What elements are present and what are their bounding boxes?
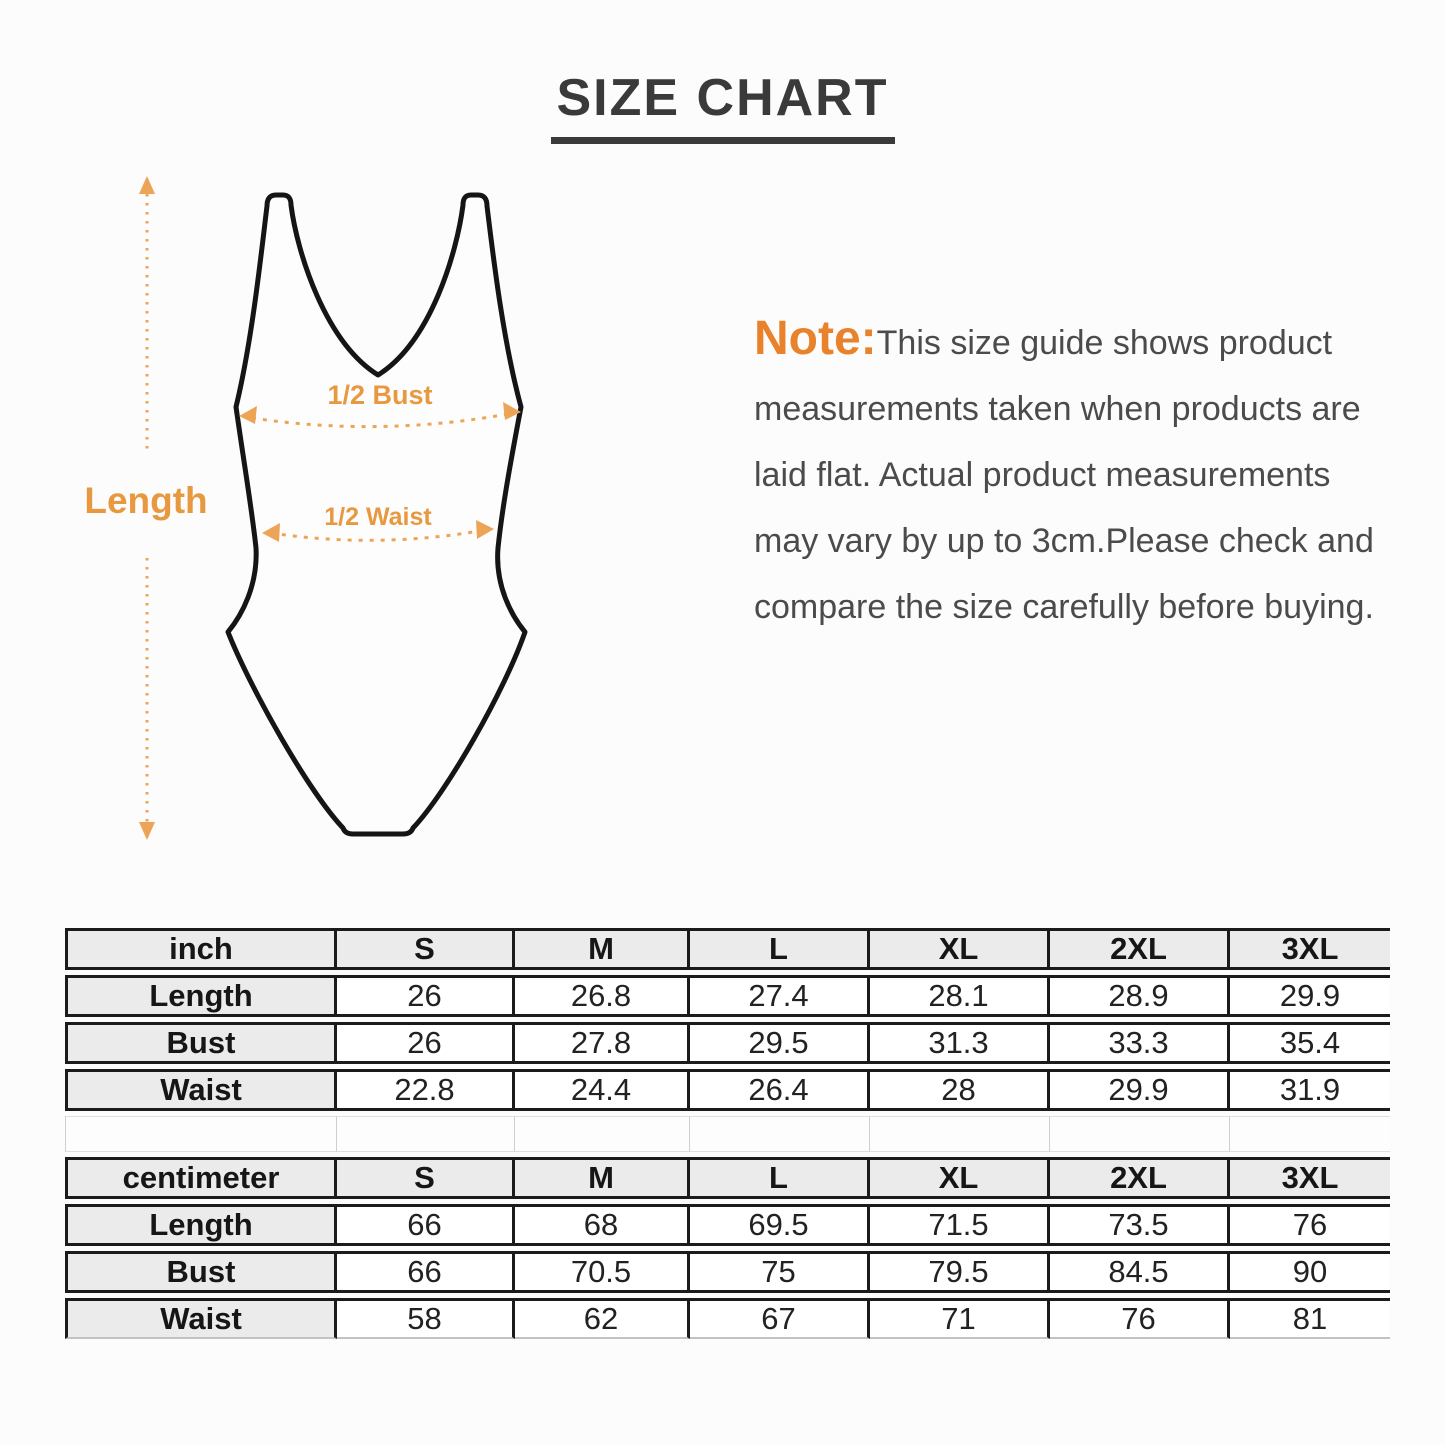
value-cell: 73.5: [1050, 1204, 1230, 1246]
size-tables: [65, 923, 1390, 1344]
value-cell: 26: [337, 1022, 515, 1064]
size-header-cell: L: [690, 1157, 870, 1199]
size-header-cell: M: [515, 928, 690, 970]
table-row: [65, 1298, 1390, 1339]
table-row: [65, 1204, 1390, 1246]
size-header-cell: 2XL: [1050, 1157, 1230, 1199]
note-line: laid flat. Actual product measurements: [754, 456, 1331, 494]
unit-header-cell: inch: [65, 928, 337, 970]
value-cell: 62: [515, 1298, 690, 1339]
value-cell: 26.4: [690, 1069, 870, 1111]
page-title: SIZE CHART: [551, 68, 895, 144]
table-row: [65, 1022, 1390, 1064]
value-cell: 67: [690, 1298, 870, 1339]
note-line: [754, 306, 1419, 376]
value-cell: 31.9: [1230, 1069, 1390, 1111]
value-cell: 31.3: [870, 1022, 1050, 1064]
value-cell: 26: [337, 975, 515, 1017]
measure-label-cell: Length: [65, 975, 337, 1017]
value-cell: 29.9: [1050, 1069, 1230, 1111]
value-cell: 28.9: [1050, 975, 1230, 1017]
value-cell: 69.5: [690, 1204, 870, 1246]
value-cell: 79.5: [870, 1251, 1050, 1293]
value-cell: 66: [337, 1251, 515, 1293]
value-cell: 76: [1230, 1204, 1390, 1246]
value-cell: 33.3: [1050, 1022, 1230, 1064]
measure-label-cell: Bust: [65, 1022, 337, 1064]
table-spacer-row: [65, 1116, 1390, 1152]
note-block: [754, 306, 1419, 640]
value-cell: 84.5: [1050, 1251, 1230, 1293]
size-header-cell: 2XL: [1050, 928, 1230, 970]
size-header-cell: XL: [870, 1157, 1050, 1199]
note-line: may vary by up to 3cm.Please check and: [754, 522, 1374, 560]
value-cell: 58: [337, 1298, 515, 1339]
value-cell: 70.5: [515, 1251, 690, 1293]
value-cell: 35.4: [1230, 1022, 1390, 1064]
value-cell: 81: [1230, 1298, 1390, 1339]
note-line: measurements taken when products are: [754, 390, 1361, 428]
value-cell: 22.8: [337, 1069, 515, 1111]
size-header-cell: 3XL: [1230, 1157, 1390, 1199]
note-text: This size guide shows product: [876, 324, 1333, 362]
value-cell: 71.5: [870, 1204, 1050, 1246]
title-wrap: [0, 68, 1445, 144]
swimsuit-measurement-diagram: [60, 160, 720, 870]
measure-label-cell: Waist: [65, 1298, 337, 1339]
measure-label-cell: Waist: [65, 1069, 337, 1111]
size-header-cell: L: [690, 928, 870, 970]
value-cell: 26.8: [515, 975, 690, 1017]
value-cell: 29.9: [1230, 975, 1390, 1017]
table-row: [65, 1251, 1390, 1293]
value-cell: 71: [870, 1298, 1050, 1339]
value-cell: 68: [515, 1204, 690, 1246]
value-cell: 27.8: [515, 1022, 690, 1064]
measure-label-cell: Bust: [65, 1251, 337, 1293]
inch-header-row: [65, 928, 1390, 970]
size-header-cell: S: [337, 1157, 515, 1199]
note-label: Note:: [754, 312, 877, 365]
value-cell: 24.4: [515, 1069, 690, 1111]
arrow-down-icon: [139, 822, 155, 840]
value-cell: 28: [870, 1069, 1050, 1111]
note-line: compare the size carefully before buying.: [754, 588, 1374, 626]
value-cell: 28.1: [870, 975, 1050, 1017]
table-row: [65, 1069, 1390, 1111]
size-header-cell: 3XL: [1230, 928, 1390, 970]
size-header-cell: M: [515, 1157, 690, 1199]
size-header-cell: XL: [870, 928, 1050, 970]
measure-label-cell: Length: [65, 1204, 337, 1246]
value-cell: 90: [1230, 1251, 1390, 1293]
length-label: Length: [84, 480, 208, 521]
value-cell: 66: [337, 1204, 515, 1246]
unit-header-cell: centimeter: [65, 1157, 337, 1199]
centimeter-header-row: [65, 1157, 1390, 1199]
value-cell: 27.4: [690, 975, 870, 1017]
waist-label: 1/2 Waist: [324, 503, 432, 531]
value-cell: 76: [1050, 1298, 1230, 1339]
size-header-cell: S: [337, 928, 515, 970]
bust-label: 1/2 Bust: [327, 380, 433, 410]
value-cell: 75: [690, 1251, 870, 1293]
table-row: [65, 975, 1390, 1017]
arrow-up-icon: [139, 176, 155, 194]
value-cell: 29.5: [690, 1022, 870, 1064]
